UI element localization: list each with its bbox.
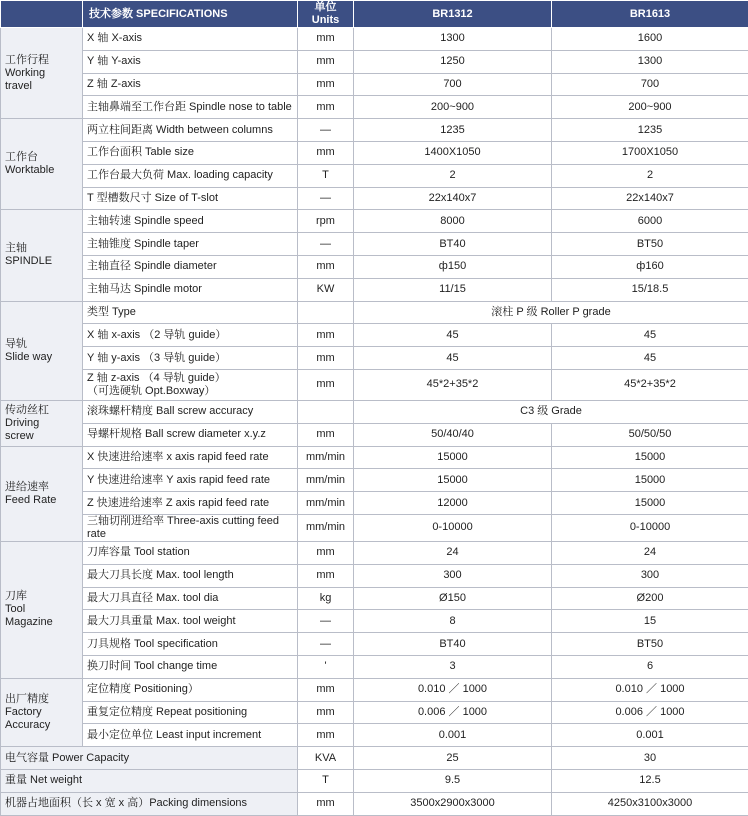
spec-value-br1312: 45 [354,324,552,347]
spec-unit: mm [298,255,354,278]
spec-unit: mm [298,701,354,724]
spec-item: 最大刀具长度 Max. tool length [83,564,298,587]
spec-unit: T [298,769,354,792]
spec-unit: — [298,187,354,210]
spec-unit: mm [298,369,354,400]
table-row [1,28,748,51]
spec-value-br1312: 9.5 [354,769,552,792]
category-label: 工作行程 Working travel [1,28,83,119]
spec-value-br1613: 1600 [552,28,748,51]
spec-item: 最小定位单位 Least input increment [83,724,298,747]
spec-unit: — [298,633,354,656]
table-row [1,301,748,324]
spec-value-br1613: 0.001 [552,724,748,747]
spec-unit: mm [298,141,354,164]
spec-value-br1613: 15000 [552,469,748,492]
spec-value-br1312: 11/15 [354,278,552,301]
spec-unit: — [298,119,354,142]
spec-item: X 快速进给速率 x axis rapid feed rate [83,446,298,469]
spec-item: Y 轴 Y-axis [83,50,298,73]
spec-value-br1312: 8 [354,610,552,633]
spec-value-br1312: BT40 [354,633,552,656]
spec-value-br1312: 1235 [354,119,552,142]
table-row [1,233,748,256]
spec-item: 三轴切削进给率 Three-axis cutting feed rate [83,514,298,541]
header-category [1,1,83,28]
spec-unit: mm [298,724,354,747]
table-row [1,347,748,370]
table-row [1,769,748,792]
table-row [1,369,748,400]
spec-value-br1613: BT50 [552,633,748,656]
spec-unit: mm [298,324,354,347]
table-row [1,792,748,815]
spec-item: Z 轴 z-axis （4 导轨 guide） （可选硬轨 Opt.Boxway） [83,369,298,400]
spec-value-shared: 滚柱 P 级 Roller P grade [354,301,748,324]
category-label: 出厂精度 Factory Accuracy [1,678,83,746]
spec-item: 两立柱间距离 Width between columns [83,119,298,142]
spec-item-full: 电气容量 Power Capacity [1,747,298,770]
spec-value-br1312: BT40 [354,233,552,256]
spec-unit: kg [298,587,354,610]
table-row [1,724,748,747]
spec-value-br1312: 3 [354,655,552,678]
spec-item-full: 机器占地面积（长 x 宽 x 高）Packing dimensions [1,792,298,815]
spec-value-br1613: 50/50/50 [552,423,748,446]
spec-value-br1312: 0.001 [354,724,552,747]
spec-value-br1613: 4250x3100x3000 [552,792,748,815]
table-row [1,469,748,492]
specifications-body [1,28,748,816]
spec-item: 最大刀具重量 Max. tool weight [83,610,298,633]
spec-value-br1312: 8000 [354,210,552,233]
spec-unit: mm [298,96,354,119]
spec-value-br1613: 1300 [552,50,748,73]
spec-value-br1312: Ø150 [354,587,552,610]
spec-item: T 型槽数尺寸 Size of T-slot [83,187,298,210]
spec-value-br1312: 2 [354,164,552,187]
table-row [1,587,748,610]
table-row [1,255,748,278]
spec-item: 工作台面积 Table size [83,141,298,164]
spec-value-br1312: 1300 [354,28,552,51]
spec-item: 主轴锥度 Spindle taper [83,233,298,256]
spec-item: 主轴直径 Spindle diameter [83,255,298,278]
spec-item: 最大刀具直径 Max. tool dia [83,587,298,610]
category-label: 刀库 Tool Magazine [1,541,83,678]
header-model-br1613: BR1613 [552,1,748,28]
category-label: 导轨 Slide way [1,301,83,400]
spec-unit: mm [298,541,354,564]
spec-value-br1613: 45 [552,324,748,347]
spec-unit: mm [298,50,354,73]
spec-value-br1312: 3500x2900x3000 [354,792,552,815]
table-row [1,492,748,515]
spec-value-br1613: 0.006 ／ 1000 [552,701,748,724]
spec-item: Y 快速进给速率 Y axis rapid feed rate [83,469,298,492]
spec-value-br1613: Ø200 [552,587,748,610]
spec-value-br1613: 45*2+35*2 [552,369,748,400]
spec-item-full: 重量 Net weight [1,769,298,792]
spec-value-br1312: 12000 [354,492,552,515]
table-row [1,747,748,770]
spec-unit [298,301,354,324]
spec-value-br1613: 30 [552,747,748,770]
spec-value-br1613: 15000 [552,446,748,469]
table-row [1,678,748,701]
spec-item: 工作台最大负荷 Max. loading capacity [83,164,298,187]
table-row [1,446,748,469]
spec-item: 定位精度 Positioning） [83,678,298,701]
spec-value-br1613: 200~900 [552,96,748,119]
spec-unit: mm/min [298,446,354,469]
category-label: 工作台 Worktable [1,119,83,210]
table-row [1,564,748,587]
spec-value-shared: C3 级 Grade [354,400,748,423]
spec-value-br1312: ф150 [354,255,552,278]
spec-value-br1613: 22x140x7 [552,187,748,210]
spec-value-br1312: 0.010 ／ 1000 [354,678,552,701]
spec-value-br1613: 45 [552,347,748,370]
spec-item: Z 轴 Z-axis [83,73,298,96]
spec-item: X 轴 x-axis （2 导轨 guide） [83,324,298,347]
table-row [1,701,748,724]
spec-unit: — [298,610,354,633]
spec-unit: T [298,164,354,187]
spec-item: X 轴 X-axis [83,28,298,51]
spec-unit: mm [298,28,354,51]
spec-unit: ' [298,655,354,678]
spec-unit: mm [298,347,354,370]
spec-unit: rpm [298,210,354,233]
table-row [1,210,748,233]
spec-unit: KW [298,278,354,301]
spec-item: Y 轴 y-axis （3 导轨 guide） [83,347,298,370]
table-row [1,50,748,73]
spec-value-br1613: 300 [552,564,748,587]
category-label: 传动丝杠 Driving screw [1,400,83,446]
spec-item: 刀库容量 Tool station [83,541,298,564]
spec-unit: mm [298,792,354,815]
spec-value-br1312: 700 [354,73,552,96]
table-row [1,610,748,633]
spec-unit: mm [298,678,354,701]
table-row [1,633,748,656]
category-label: 主轴 SPINDLE [1,210,83,301]
spec-value-br1613: 2 [552,164,748,187]
spec-value-br1312: 15000 [354,446,552,469]
spec-value-br1613: ф160 [552,255,748,278]
table-row [1,423,748,446]
table-row [1,324,748,347]
spec-unit [298,400,354,423]
spec-value-br1613: 700 [552,73,748,96]
spec-unit: mm/min [298,514,354,541]
table-row [1,187,748,210]
spec-value-br1312: 25 [354,747,552,770]
spec-value-br1312: 1400X1050 [354,141,552,164]
spec-value-br1613: 0-10000 [552,514,748,541]
spec-item: Z 快速进给速率 Z axis rapid feed rate [83,492,298,515]
spec-unit: mm [298,73,354,96]
table-row [1,73,748,96]
spec-value-br1312: 300 [354,564,552,587]
spec-value-br1312: 24 [354,541,552,564]
spec-item: 换刀时间 Tool change time [83,655,298,678]
spec-value-br1613: 0.010 ／ 1000 [552,678,748,701]
spec-value-br1312: 45*2+35*2 [354,369,552,400]
table-row [1,655,748,678]
header-model-br1312: BR1312 [354,1,552,28]
spec-value-br1312: 1250 [354,50,552,73]
table-row [1,541,748,564]
table-row [1,514,748,541]
spec-value-br1613: BT50 [552,233,748,256]
spec-item: 主轴鼻端至工作台距 Spindle nose to table [83,96,298,119]
spec-unit: — [298,233,354,256]
spec-item: 主轴马达 Spindle motor [83,278,298,301]
spec-value-br1312: 50/40/40 [354,423,552,446]
spec-item: 滚珠螺杆精度 Ball screw accuracy [83,400,298,423]
spec-item: 类型 Type [83,301,298,324]
spec-value-br1613: 15000 [552,492,748,515]
table-row [1,96,748,119]
spec-item: 刀具规格 Tool specification [83,633,298,656]
spec-value-br1312: 45 [354,347,552,370]
spec-value-br1613: 12.5 [552,769,748,792]
spec-item: 主轴转速 Spindle speed [83,210,298,233]
spec-value-br1312: 0-10000 [354,514,552,541]
spec-value-br1312: 15000 [354,469,552,492]
spec-unit: mm [298,564,354,587]
spec-value-br1312: 0.006 ／ 1000 [354,701,552,724]
spec-unit: mm [298,423,354,446]
spec-value-br1312: 22x140x7 [354,187,552,210]
spec-unit: mm/min [298,469,354,492]
category-label: 进给速率 Feed Rate [1,446,83,541]
header-specifications: 技术参数 SPECIFICATIONS [83,1,298,28]
spec-item: 导螺杆规格 Ball screw diameter x.y.z [83,423,298,446]
spec-value-br1613: 1700X1050 [552,141,748,164]
spec-value-br1613: 6000 [552,210,748,233]
header-row [1,1,748,28]
spec-value-br1312: 200~900 [354,96,552,119]
table-row [1,141,748,164]
table-row [1,400,748,423]
spec-item: 重复定位精度 Repeat positioning [83,701,298,724]
table-row [1,278,748,301]
table-row [1,119,748,142]
spec-value-br1613: 6 [552,655,748,678]
spec-unit: KVA [298,747,354,770]
spec-value-br1613: 24 [552,541,748,564]
spec-value-br1613: 1235 [552,119,748,142]
table-row [1,164,748,187]
spec-unit: mm/min [298,492,354,515]
spec-value-br1613: 15/18.5 [552,278,748,301]
spec-value-br1613: 15 [552,610,748,633]
header-units: 单位 Units [298,1,354,28]
